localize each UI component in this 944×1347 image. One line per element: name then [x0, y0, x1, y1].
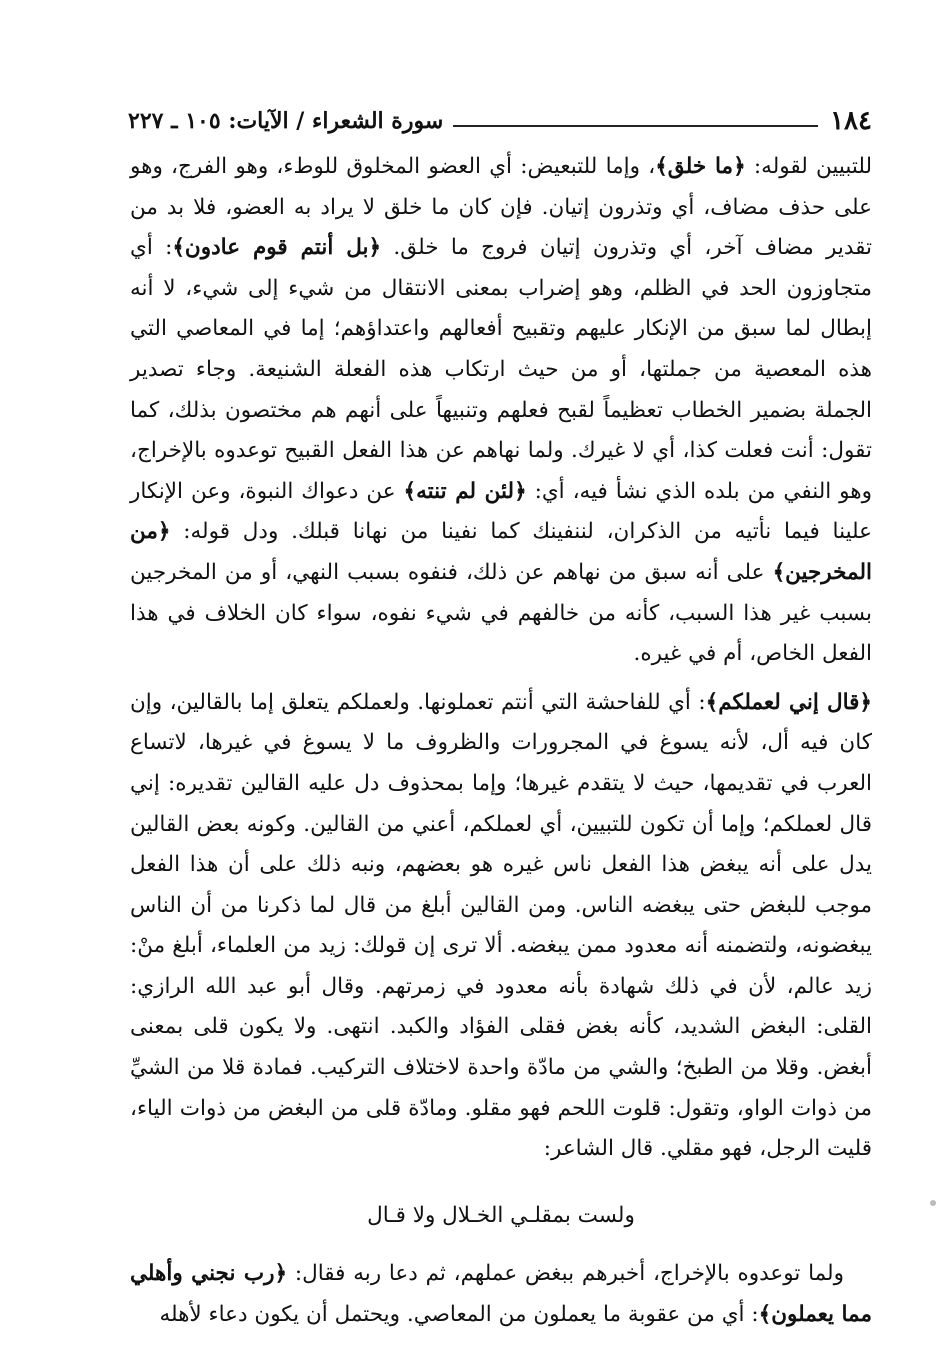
- text-run: للتبيين لقوله:: [745, 154, 872, 179]
- paragraph-1: [130, 147, 872, 675]
- quran-quote: ﴿ما خلق﴾: [655, 154, 746, 179]
- quran-quote: ﴿لئن لم تنته﴾: [403, 478, 527, 504]
- scan-speck: [930, 1200, 936, 1206]
- text-run: ، وإما للتبعيض: أي العضو المخلوق للوطء، وهو الفرج، وهو على حذف مضاف، أي وتذرون إتيان. فإن كان ما خلق لا يراد به العضو، فلا بد من تقدير مضاف آخر، أي وتذرون إتيان فروج ما خلق.: [130, 154, 872, 261]
- page-header: [128, 96, 872, 136]
- text-run: : أي من عقوبة ما يعملون من المعاصي. ويحتمل أن يكون دعاء لأهله: [159, 1302, 759, 1328]
- quran-quote: ﴿قال إني لعملكم﴾: [705, 689, 872, 715]
- text-run: : أي متجاوزون الحد في الظلم، وهو إضراب بمعنى الانتقال من شيء إلى شيء، لا أنه إبطال لما سبق من الإنكار عليهم وتقبيح أفعالهم واعتداؤهم؛ إما في المعاصي التي هذه المعصية من جملتها، أو من حيث ارتكاب هذه الفعلة الشنيعة. وجاء تصدير الجملة بضمير الخطاب تعظيماً لقبح فعلهم وتنبيهاً على أنهم هم مختصون بذلك، كما تقول: أنت فعلت كذا، أي لا غيرك. ولما نهاهم عن هذا الفعل القبيح توعدوه بالإخراج، وهو النفي من بلده الذي نشأ فيه، أي:: [130, 235, 873, 504]
- running-title: سورة الشعراء / الآيات: ١٠٥ ـ ٢٢٧: [128, 108, 444, 134]
- paragraph-3: [130, 1254, 872, 1335]
- quran-quote: ﴿بل أنتم قوم عادون﴾: [172, 235, 382, 261]
- text-run: عن دعواك النبوة، وعن الإنكار علينا فيما نأتيه من الذكران، لننفينك كما نفينا من نهانا قبلك. ودل قوله:: [130, 478, 873, 545]
- page-number: ١٨٤: [830, 106, 872, 136]
- quran-quote: ﴿من المخرجين﴾: [130, 519, 872, 585]
- header-rule: [453, 125, 818, 127]
- paragraph-2: [130, 683, 872, 1170]
- page-body: [130, 147, 872, 1336]
- quran-quote: ﴿رب نجني وأهلي مما يعملون﴾: [130, 1261, 872, 1328]
- text-run: : أي للفاحشة التي أنتم تعملونها. ولعملكم يتعلق إما بالقالين، وإن كان فيه أل، لأنه يسوغ في المجرورات والظروف ما لا يسوغ في غيرها، لاتساع العرب في تقديمها، حيث لا يتقدم غيرها؛ وإما بمحذوف دل عليه القالين تقديره: إني قال لعملكم؛ وإما أن تكون للتبيين، أي لعملكم، أعني من القالين. وكونه بعض القالين يدل على أنه يبغض هذا الفعل ناس غيره هو بعضهم، ونبه ذلك على أن هذا الفعل موجب للبغض حتى يبغضه الناس. ومن القالين أبلغ من قال لما ذكرنا من أن الناس يبغضونه، ولتضمنه أنه معدود ممن يبغضه. ألا ترى إن قولك: زيد من العلماء، أبلغ منْ: زيد عالم، لأن في ذلك شهادة بأنه معدود في زمرتهم. وقال أبو عبد الله الرازي: القلى: البغض الشديد، كأنه بغض فقلى الفؤاد والكبد. انتهى. ولا يكون قلى بمعنى أبغض. وقلا من الطبخ؛ والشي من مادّة واحدة لاختلاف التركيب. فمادة قلا من الشيِّ من ذوات الواو، وتقول: قلوت اللحم فهو مقلو. ومادّة قلى من البغض من ذوات الياء، قليت الرجل، فهو مقلي. قال الشاعر:: [130, 689, 872, 1162]
- poetry-verse: ولست بمقلـي الخـلال ولا قـال: [367, 1202, 635, 1228]
- text-run: ولما توعدوه بالإخراج، أخبرهم ببغض عملهم، ثم دعا ربه فقال:: [287, 1261, 844, 1287]
- text-run: على أنه سبق من نهاهم عن ذلك، فنفوه بسبب النهي، أو من المخرجين بسبب غير هذا السبب، كأنه من خالفهم في شيء نفوه، سواء كان الخلاف في هذا الفعل الخاص، أم في غيره.: [130, 559, 872, 667]
